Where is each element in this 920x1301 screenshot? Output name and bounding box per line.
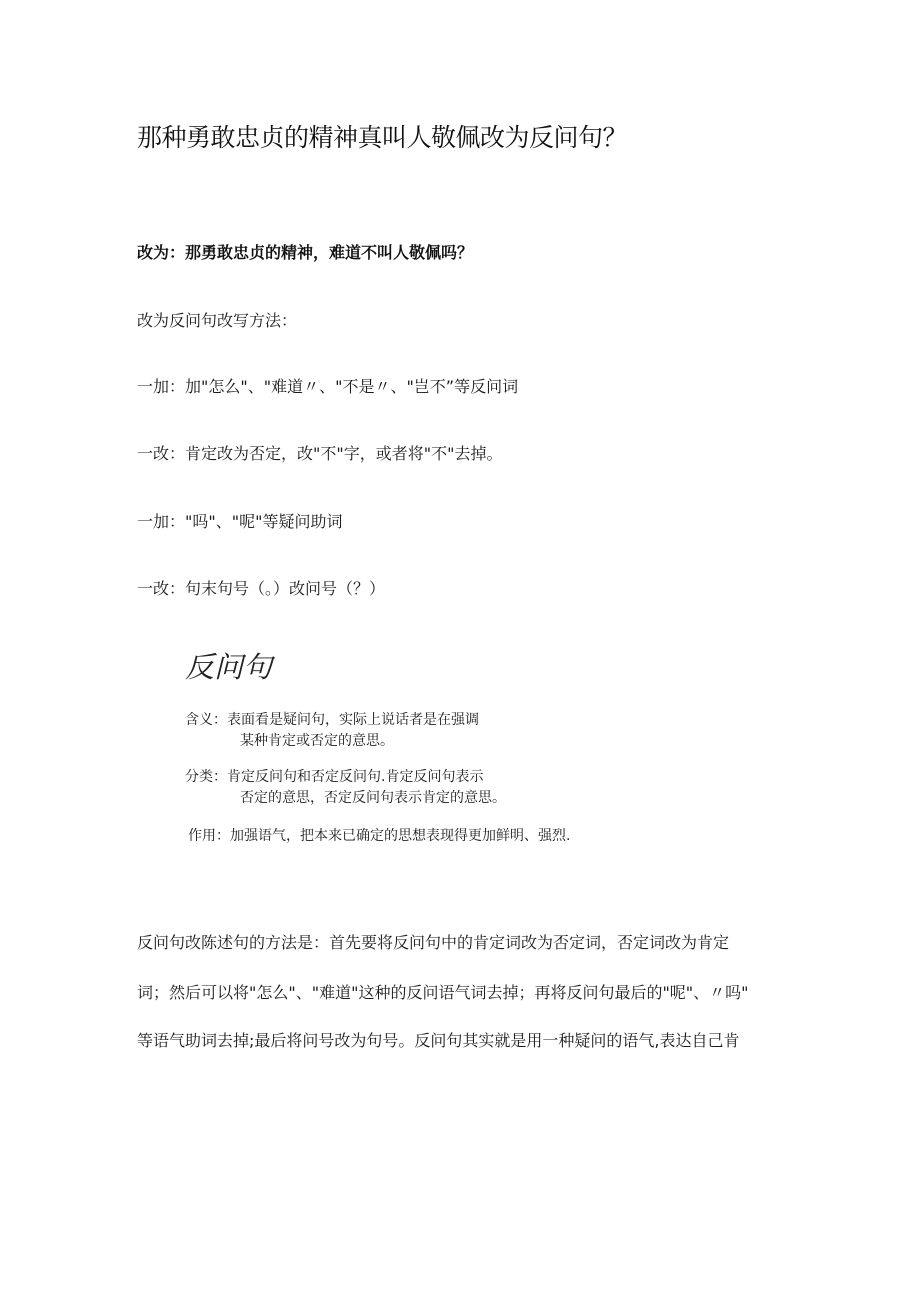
step-change-punctuation: 一改：句末句号（。）改问号（？） — [137, 579, 386, 598]
step-add-question-word: 一加：加"怎么"、"难道〃、"不是〃、"岂不”等反问词 — [137, 377, 519, 396]
note-category-line-1: 分类：肯定反问句和否定反问句.肯定反问句表示 — [185, 769, 484, 785]
note-meaning-line-1: 含义：表面看是疑问句，实际上说话者是在强调 — [185, 712, 479, 728]
step-add-particle: 一加："吗"、"呢"等疑问助词 — [137, 512, 343, 531]
note-function-line: 作用：加强语气，把本来已确定的思想表现得更加鲜明、强烈. — [188, 828, 571, 844]
paragraph-line-1: 反问句改陈述句的方法是：首先要将反问句中的肯定词改为否定词，否定词改为肯定 — [137, 933, 730, 952]
paragraph-line-2: 词；然后可以将"怎么"、"难道"这种的反问语气词去掉；再将反问句最后的"呢"、〃吗" — [137, 983, 749, 1002]
page-title: 那种勇敢忠贞的精神真叫人敬佩改为反问句？ — [137, 123, 628, 152]
answer-sentence: 改为：那勇敢忠贞的精神，难道不叫人敬佩吗？ — [137, 243, 474, 262]
step-change-negation: 一改：肯定改为否定，改"不"字，或者将"不"去掉。 — [137, 444, 503, 463]
note-meaning-line-2: 某种肯定或否定的意思。 — [240, 733, 394, 749]
note-title: 反问句 — [185, 650, 273, 684]
paragraph-line-3: 等语气助词去掉;最后将问号改为句号。反问句其实就是用一种疑问的语气,表达自己肯 — [137, 1031, 740, 1050]
method-heading: 改为反问句改写方法： — [137, 311, 298, 330]
rhetorical-question-note — [185, 645, 705, 855]
note-category-line-2: 否定的意思，否定反问句表示肯定的意思。 — [240, 790, 506, 806]
